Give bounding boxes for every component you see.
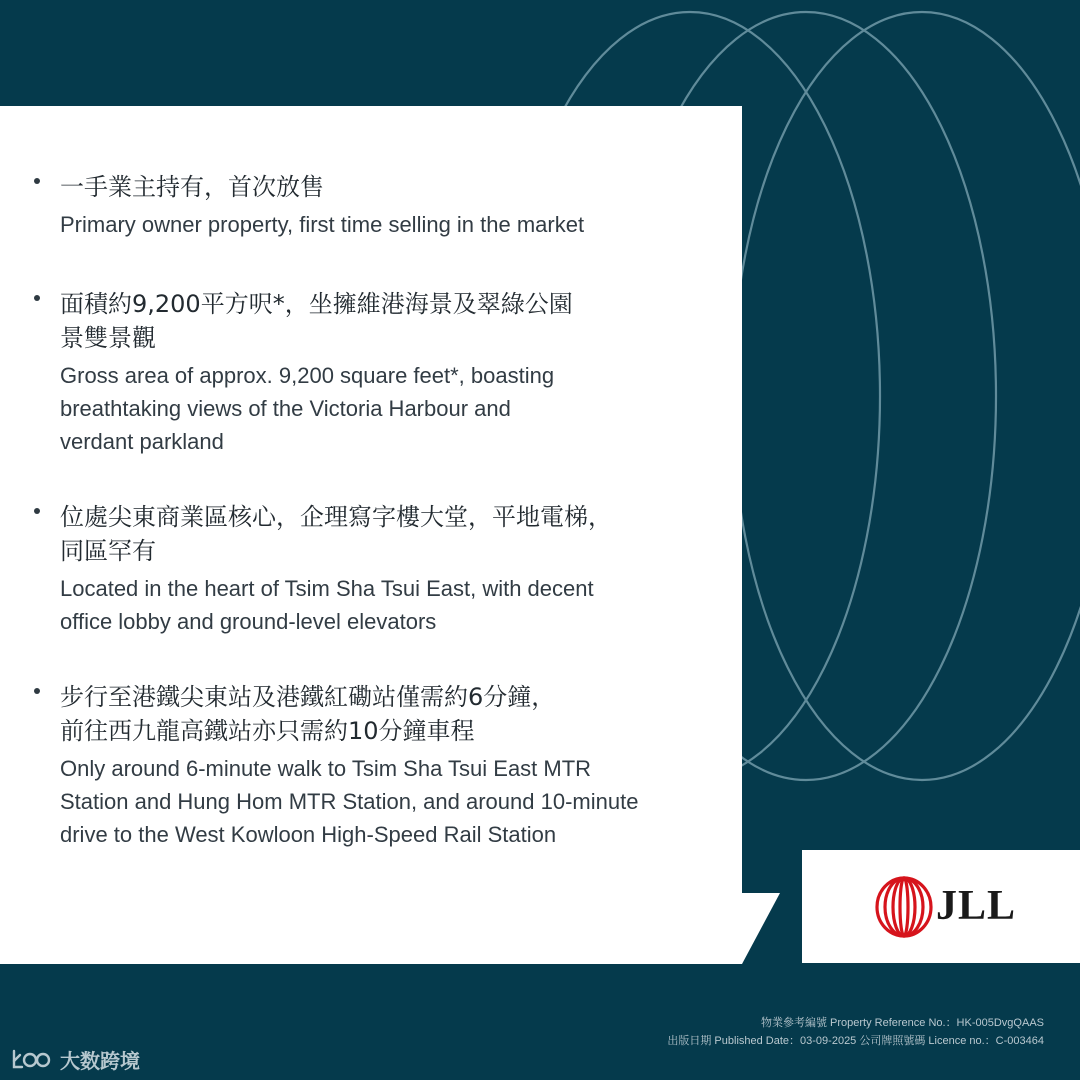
feature-desc-en xyxy=(60,752,724,851)
feature-desc-en-line: Only around 6-minute walk to Tsim Sha Tsui East MTR xyxy=(60,756,592,781)
bullet-dot xyxy=(34,688,40,694)
jll-logo-icon xyxy=(874,876,934,938)
feature-title-zh-line: 面積約9,200平方呎*，坐擁維港海景及翠綠公園 xyxy=(60,290,573,318)
feature-item-transport xyxy=(34,680,724,851)
jll-logo-box xyxy=(802,850,1080,963)
feature-title-zh-line: 同區罕有 xyxy=(60,537,156,565)
feature-desc-en-line: verdant parkland xyxy=(60,429,224,454)
watermark xyxy=(10,1044,140,1074)
property-reference: 物業參考編號 Property Reference No.：HK-005DvgQAAS xyxy=(760,1017,1044,1029)
feature-desc-en: Primary owner property, first time selling in the market xyxy=(60,212,585,237)
feature-desc-en xyxy=(60,359,724,458)
published-date-licence: 出版日期 Published Date：03-09-2025 公司牌照號碼 Licence no.：C-003464 xyxy=(667,1035,1044,1047)
watermark-logo-icon xyxy=(10,1047,54,1071)
feature-desc-en xyxy=(60,572,724,638)
feature-title-zh xyxy=(60,680,724,748)
feature-desc-en-line: Gross area of approx. 9,200 square feet*, boasting xyxy=(60,363,555,388)
bullet-dot xyxy=(34,178,40,184)
bullet-dot xyxy=(34,295,40,301)
feature-item-location xyxy=(34,500,724,638)
feature-item-gross-area xyxy=(34,287,724,458)
bullet-dot xyxy=(34,508,40,514)
jll-logo-text: JLL xyxy=(936,883,1017,929)
feature-desc-en-line: office lobby and ground-level elevators xyxy=(60,609,437,634)
feature-title-zh xyxy=(60,500,724,568)
feature-title-zh xyxy=(60,287,724,355)
feature-desc-en-line: drive to the West Kowloon High-Speed Rail Station xyxy=(60,822,557,847)
feature-item-primary-owner xyxy=(34,170,724,241)
footer-info xyxy=(667,1014,1044,1050)
feature-title-zh-line: 位處尖東商業區核心，企理寫字樓大堂，平地電梯， xyxy=(60,503,612,531)
watermark-text: 大数跨境 xyxy=(60,1048,140,1073)
feature-desc-en-line: Station and Hung Hom MTR Station, and around 10-minute xyxy=(60,789,639,814)
feature-title-zh-line: 前往西九龍高鐵站亦只需約10分鐘車程 xyxy=(60,717,475,745)
feature-title-zh-line: 景雙景觀 xyxy=(60,324,156,352)
feature-title-zh-line: 步行至港鐵尖東站及港鐵紅磡站僅需約6分鐘， xyxy=(60,683,556,711)
feature-title-zh: 一手業主持有，首次放售 xyxy=(60,173,324,201)
feature-desc-en-line: breathtaking views of the Victoria Harbour and xyxy=(60,396,511,421)
feature-list xyxy=(34,170,724,851)
feature-desc-en-line: Located in the heart of Tsim Sha Tsui East, with decent xyxy=(60,576,594,601)
panel-pointer xyxy=(742,893,782,964)
background-ellipse xyxy=(732,12,1080,780)
